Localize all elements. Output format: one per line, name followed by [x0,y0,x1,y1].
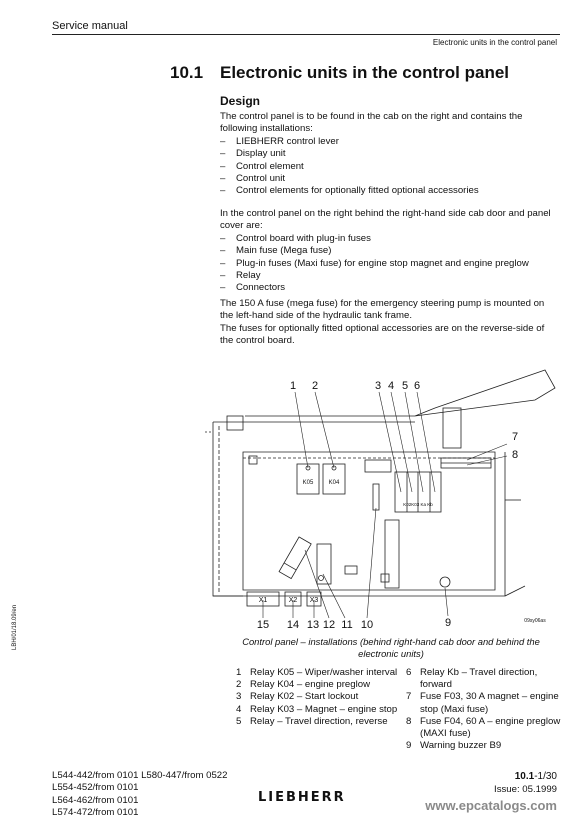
section-title: Electronic units in the control panel [220,63,510,82]
callout-7: 7 [511,431,519,443]
relay-row-label: K02K03 Ka Kb [403,502,433,507]
section-number: 10.1 [170,63,204,82]
legend-item: 1 Relay K05 – Wiper/washer interval [236,667,398,678]
callout-15: 15 [256,619,270,631]
header-chapter-title: Electronic units in the control panel [432,38,557,47]
legend-item: 3 Relay K02 – Start lockout [236,691,359,703]
watermark: www.epcatalogs.com [425,798,557,813]
design-heading: Design [220,94,261,108]
model-line: L574-472/from 0101 [52,807,139,819]
list-item: – Control unit [220,173,558,185]
model-line: L544-442/from 0101 L580-447/from 0522 [52,770,228,781]
callout-13: 13 [306,619,320,631]
drawing-code: 09sy06as [524,618,546,624]
design-block-2 [220,208,558,295]
control-panel-drawing [205,360,565,632]
liebherr-logo: LIEBHERR [258,790,346,805]
callout-9: 9 [444,617,452,629]
header-manual-label: Service manual [52,20,128,32]
list-item: – Plug-in fuses (Maxi fuse) for engine stop magnet and engine preglow [220,258,558,270]
issue-date: Issue: 05.1999 [494,784,557,795]
list-item: – Control board with plug-in fuses [220,233,558,245]
header-rule [52,34,560,35]
callout-11: 11 [341,619,353,631]
relay-k05-label: K05 [302,480,314,486]
callout-5: 5 [401,380,409,392]
design-intro: The control panel is to be found in the cab on the right and contains the following installations: [220,111,523,135]
behind-list [220,233,558,295]
page-number: 10.1-1/30 [514,771,557,782]
side-document-code: LBH/01/18.09/en [12,604,18,650]
design-block-1 [220,111,558,198]
list-item: – LIEBHERR control lever [220,136,558,148]
callout-8: 8 [511,449,519,461]
optional-fuses-paragraph: The fuses for optionally fitted optional accessories are on the reverse-side of the control board. [220,322,545,347]
figure-caption: Control panel – installations (behind right-hand cab door and behind the electronic units) [242,636,540,659]
legend-item: 6 Relay Kb – Travel direction, forward [406,667,538,691]
model-line: L564-462/from 0101 [52,794,139,806]
model-line: L554-452/from 0101 [52,782,139,794]
callout-14: 14 [286,619,300,631]
behind-intro: In the control panel on the right behind the right-hand side cab door and panel cover are: [220,208,551,232]
list-item: – Relay [220,270,558,282]
connector-x1-label: X1 [258,597,268,604]
legend-item: 9 Warning buzzer B9 [406,740,502,752]
list-item: – Main fuse (Mega fuse) [220,245,558,257]
list-item: – Control elements for optionally fitted optional accessories [220,185,558,197]
callout-1: 1 [289,380,297,392]
relay-k04-label: K04 [328,480,340,486]
callout-3: 3 [374,380,382,392]
callout-6: 6 [413,380,421,392]
legend-item: 5 Relay – Travel direction, reverse [236,715,388,727]
design-block-3 [220,298,558,348]
mega-fuse-paragraph: The 150 A fuse (mega fuse) for the emergency steering pump is mounted on the left-hand side of the hydraulic tank frame. [220,298,545,322]
legend-item: 2 Relay K04 – engine preglow [236,679,371,691]
legend-item: 8 Fuse F04, 60 A – engine preglow (MAXI fuse) [406,715,561,740]
connector-x2-label: X2 [288,597,298,604]
legend-item: 7 Fuse F03, 30 A magnet – engine stop (Maxi fuse) [406,691,559,715]
callout-2: 2 [311,380,319,392]
legend-left-column [236,667,398,728]
installations-list [220,136,558,198]
legend-item: 4 Relay K03 – Magnet – engine stop [236,703,398,715]
list-item: – Connectors [220,282,558,294]
callout-10: 10 [360,619,374,631]
callout-4: 4 [387,380,395,392]
list-item: – Control element [220,161,558,173]
connector-x3-label: X3 [309,597,319,604]
callout-12: 12 [322,619,336,631]
model-list [52,770,227,820]
legend-right-column [406,667,568,752]
list-item: – Display unit [220,148,558,160]
